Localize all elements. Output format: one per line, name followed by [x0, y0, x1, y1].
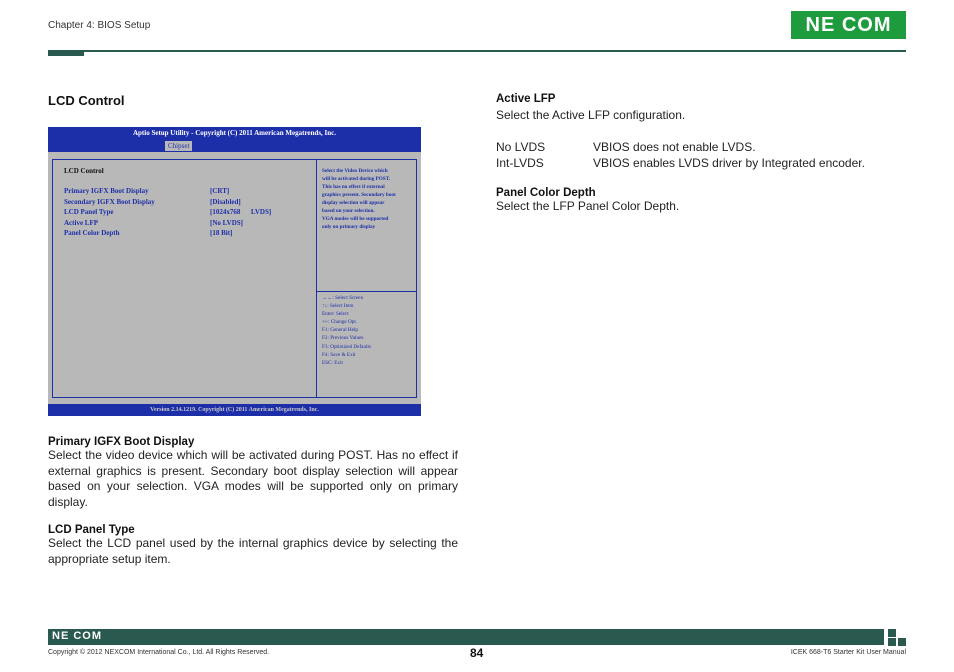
lfp-option-desc: VBIOS does not enable LVDS.: [593, 139, 756, 154]
bios-option-label: Primary IGFX Boot Display: [64, 187, 149, 195]
nexcom-logo: [791, 11, 906, 39]
bios-help-line: display selection will appear: [322, 200, 385, 206]
bios-help-line: graphics present. Secondary boot: [322, 192, 396, 198]
bios-key-legend: [322, 294, 371, 367]
footer-square: [888, 638, 896, 646]
logo-text: NE COM: [805, 13, 892, 36]
lfp-option-row: [496, 155, 906, 171]
lcd-panel-type-text: Select the LCD panel used by the internal graphics device by selecting the appropriate setup item.: [48, 536, 458, 566]
footer-logo: NE COM: [52, 630, 102, 642]
bios-option-row[interactable]: [64, 198, 271, 209]
bios-key-line: ESC: Exit: [322, 359, 343, 366]
bios-screenshot: [48, 127, 421, 416]
bios-option-value: [CRT]: [210, 187, 230, 195]
bios-footer: Version 2.14.1219. Copyright (C) 2011 American Megatrends, Inc.: [48, 404, 421, 416]
bios-key-line: ↑↓: Select Item: [322, 303, 354, 310]
lcd-panel-type-title: LCD Panel Type: [48, 524, 135, 536]
bios-option-label: LCD Panel Type: [64, 208, 114, 216]
primary-igfx-text: Select the video device which will be activated during POST. Has no effect if external graphics is present. Secondary boot display selection will appear based on your selection. VGA modes will be supported only on primary display.: [48, 448, 458, 509]
bios-title: Aptio Setup Utility - Copyright (C) 2011 American Megatrends, Inc.: [48, 127, 421, 140]
bios-tab-chipset[interactable]: Chipset: [165, 141, 192, 151]
bios-key-line: F1: General Help: [322, 327, 359, 334]
active-lfp-text: Select the Active LFP configuration.: [496, 108, 686, 122]
footer-copyright: Copyright © 2012 NEXCOM International Co., Ltd. All Rights Reserved.: [48, 649, 270, 656]
bios-divider: [316, 159, 317, 398]
bios-option-row[interactable]: [64, 219, 271, 230]
bios-help-line: VGA modes will be supported: [322, 216, 389, 222]
lfp-option-name: No LVDS: [496, 139, 546, 154]
lfp-option-desc: VBIOS enables LVDS driver by Integrated encoder.: [593, 155, 865, 170]
bios-option-label: Panel Color Depth: [64, 229, 120, 237]
bios-key-line: F3: Optimized Defaults: [322, 343, 371, 350]
chapter-label: Chapter 4: BIOS Setup: [48, 20, 151, 31]
bios-option-row[interactable]: [64, 208, 271, 219]
header-rule: [48, 50, 906, 52]
bios-help-line: only on primary display: [322, 224, 376, 230]
bios-help-line: will be activated during POST.: [322, 176, 391, 182]
bios-option-row[interactable]: [64, 187, 271, 198]
primary-igfx-section: [48, 436, 458, 510]
lfp-option-name: Int-LVDS: [496, 155, 544, 170]
panel-color-depth-title: Panel Color Depth: [496, 187, 596, 199]
bios-option-row[interactable]: [64, 229, 271, 240]
bios-key-line: →←: Select Screen: [322, 295, 364, 301]
bios-tabbar: [48, 140, 421, 152]
bios-key-line: F4: Save & Exit: [322, 351, 356, 358]
bios-option-value: [1024x768 LVDS]: [210, 208, 272, 216]
bios-key-line: +/-: Change Opt.: [322, 319, 358, 326]
bios-help-line: This has no effect if external: [322, 184, 385, 190]
bios-option-value: [Disabled]: [210, 197, 241, 206]
header-accent: [48, 50, 84, 56]
bios-option-value: [No LVDS]: [210, 218, 243, 227]
bios-option-value: [18 Bit]: [210, 229, 233, 237]
footer-square: [898, 638, 906, 646]
bios-option-label: Active LFP: [64, 218, 99, 227]
page-number: 84: [470, 646, 484, 660]
primary-igfx-title: Primary IGFX Boot Display: [48, 436, 195, 448]
bios-help-text: [322, 167, 416, 231]
bios-help-line: based on your selection.: [322, 208, 375, 214]
bios-key-line: F2: Previous Values: [322, 335, 364, 342]
lcd-panel-type-section: [48, 524, 458, 567]
footer-square: [888, 629, 896, 637]
footer-bar: [48, 629, 884, 645]
bios-option-label: Secondary IGFX Boot Display: [64, 197, 155, 206]
bios-key-line: Enter: Select: [322, 311, 349, 318]
bios-heading: LCD Control: [64, 167, 104, 175]
bios-help-line: Select the Video Device which: [322, 168, 388, 174]
bios-main-panel: [64, 167, 271, 240]
manual-title: ICEK 668-T6 Starter Kit User Manual: [790, 649, 906, 656]
section-title: LCD Control: [48, 93, 125, 108]
active-lfp-title: Active LFP: [496, 93, 556, 105]
bios-help-divider: [316, 291, 417, 292]
panel-color-depth-section: [496, 187, 906, 215]
lfp-option-row: [496, 139, 906, 155]
panel-color-depth-text: Select the LFP Panel Color Depth.: [496, 199, 680, 213]
active-lfp-section: [496, 93, 906, 171]
